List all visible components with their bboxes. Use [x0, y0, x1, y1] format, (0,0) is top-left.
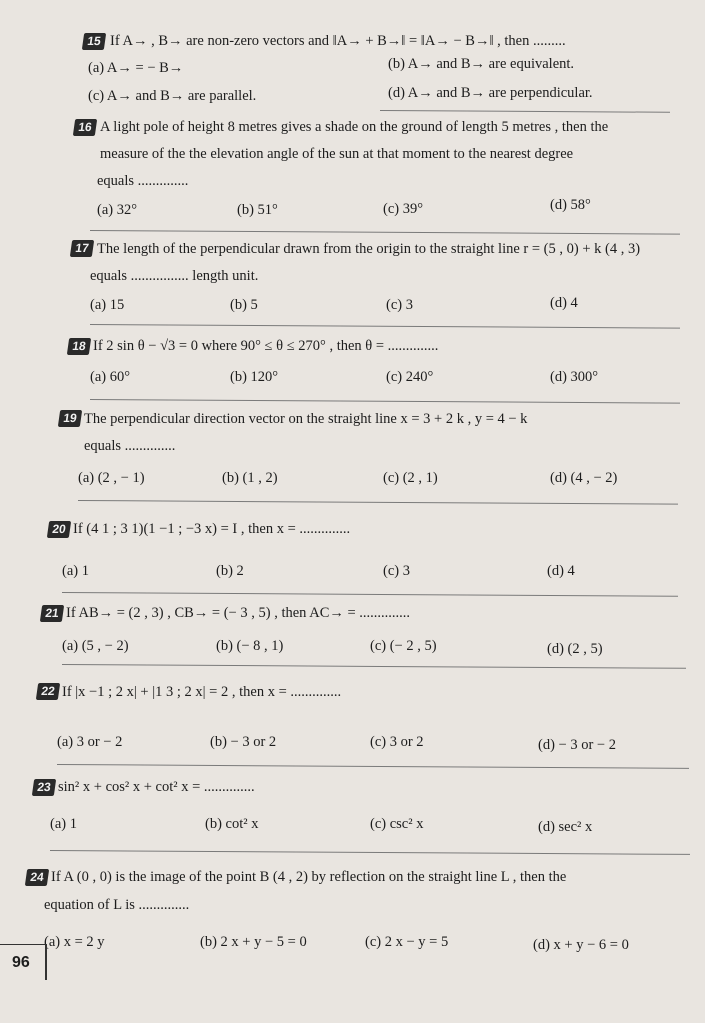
- question-stem: measure of the the elevation angle of the sun at that moment to the nearest degree: [100, 146, 574, 162]
- question-stem: If |x −1 ; 2 x| + |1 3 ; 2 x| = 2 , then x = ..............: [62, 684, 342, 700]
- divider: [62, 664, 686, 669]
- page-number: 96: [0, 944, 47, 980]
- option-b: (b) 5: [230, 297, 258, 313]
- option-b: (b) (− 8 , 1): [216, 638, 284, 654]
- question-stem: If 2 sin θ − √3 = 0 where 90° ≤ θ ≤ 270° , then θ = ..............: [93, 338, 439, 354]
- option-d: (d) 58°: [550, 197, 591, 213]
- option-c: (c) 240°: [386, 369, 434, 385]
- option-b: (b) 120°: [230, 369, 279, 385]
- question-stem: If A (0 , 0) is the image of the point B (4 , 2) by reflection on the straight line L , then the: [51, 869, 567, 885]
- divider: [380, 110, 670, 113]
- option-b: (b) cot² x: [205, 816, 259, 832]
- option-c: (c) 3 or 2: [370, 734, 424, 750]
- option-b: (b) 2 x + y − 5 = 0: [200, 934, 307, 950]
- divider: [57, 764, 689, 769]
- question-stem: equals ..............: [97, 173, 189, 189]
- option-a: (a) 15: [90, 297, 125, 313]
- question-stem: The perpendicular direction vector on the straight line x = 3 + 2 k , y = 4 − k: [84, 411, 528, 427]
- option-d: (d) (2 , 5): [547, 641, 603, 657]
- option-a: (a) 3 or − 2: [57, 734, 123, 750]
- option-c: (c) 3: [383, 563, 410, 579]
- divider: [50, 850, 690, 855]
- question-number: 18: [67, 338, 91, 355]
- option-d: (d) sec² x: [538, 819, 593, 835]
- option-a: (a) (2 , − 1): [78, 470, 145, 486]
- question-number: 20: [47, 521, 71, 538]
- option-d: (d) 4: [547, 563, 575, 579]
- divider: [90, 324, 680, 329]
- option-a: (a) 60°: [90, 369, 131, 385]
- question-stem: If (4 1 ; 3 1)(1 −1 ; −3 x) = I , then x = ..............: [73, 521, 351, 537]
- question-number: 21: [40, 605, 64, 622]
- option-c: (c) A→ and B→ are parallel.: [88, 88, 257, 104]
- option-c: (c) 39°: [383, 201, 424, 217]
- option-a: (a) x = 2 y: [44, 934, 105, 950]
- question-number: 17: [70, 240, 94, 257]
- question-number: 19: [58, 410, 82, 427]
- option-d: (d) (4 , − 2): [550, 470, 618, 486]
- option-b: (b) − 3 or 2: [210, 734, 277, 750]
- option-d: (d) x + y − 6 = 0: [533, 937, 629, 953]
- option-b: (b) 51°: [237, 202, 278, 218]
- divider: [90, 399, 680, 404]
- question-number: 22: [36, 683, 60, 700]
- question-stem: equals ................ length unit.: [90, 268, 259, 284]
- question-number: 15: [82, 33, 106, 50]
- question-number: 24: [25, 869, 49, 886]
- option-c: (c) 2 x − y = 5: [365, 934, 449, 950]
- option-c: (c) 3: [386, 297, 413, 313]
- divider: [90, 230, 680, 235]
- option-c: (c) (− 2 , 5): [370, 638, 437, 654]
- question-number: 23: [32, 779, 56, 796]
- option-d: (d) A→ and B→ are perpendicular.: [388, 85, 593, 101]
- option-d: (d) 4: [550, 295, 578, 311]
- option-d: (d) 300°: [550, 369, 599, 385]
- question-number: 16: [73, 119, 97, 136]
- option-a: (a) A→ = − B→: [88, 60, 184, 76]
- option-c: (c) (2 , 1): [383, 470, 438, 486]
- option-a: (a) 32°: [97, 202, 138, 218]
- option-a: (a) (5 , − 2): [62, 638, 129, 654]
- divider: [78, 500, 678, 505]
- question-stem: If AB→ = (2 , 3) , CB→ = (− 3 , 5) , then AC→ = ..............: [66, 605, 411, 621]
- option-c: (c) csc² x: [370, 816, 424, 832]
- question-stem: equals ..............: [84, 438, 176, 454]
- question-stem: The length of the perpendicular drawn from the origin to the straight line r = (5 , 0) + k (4 , 3): [97, 241, 641, 257]
- question-stem: sin² x + cos² x + cot² x = ..............: [58, 779, 255, 795]
- option-d: (d) − 3 or − 2: [538, 737, 616, 753]
- option-a: (a) 1: [50, 816, 77, 832]
- option-b: (b) 2: [216, 563, 244, 579]
- divider: [62, 592, 678, 597]
- question-stem: If A→ , B→ are non-zero vectors and ‖A→ + B→‖ = ‖A→ − B→‖ , then .........: [110, 33, 566, 49]
- question-stem: equation of L is ..............: [44, 897, 190, 913]
- question-stem: A light pole of height 8 metres gives a shade on the ground of length 5 metres , then the: [100, 119, 609, 135]
- option-b: (b) A→ and B→ are equivalent.: [388, 56, 575, 72]
- option-a: (a) 1: [62, 563, 89, 579]
- option-b: (b) (1 , 2): [222, 470, 278, 486]
